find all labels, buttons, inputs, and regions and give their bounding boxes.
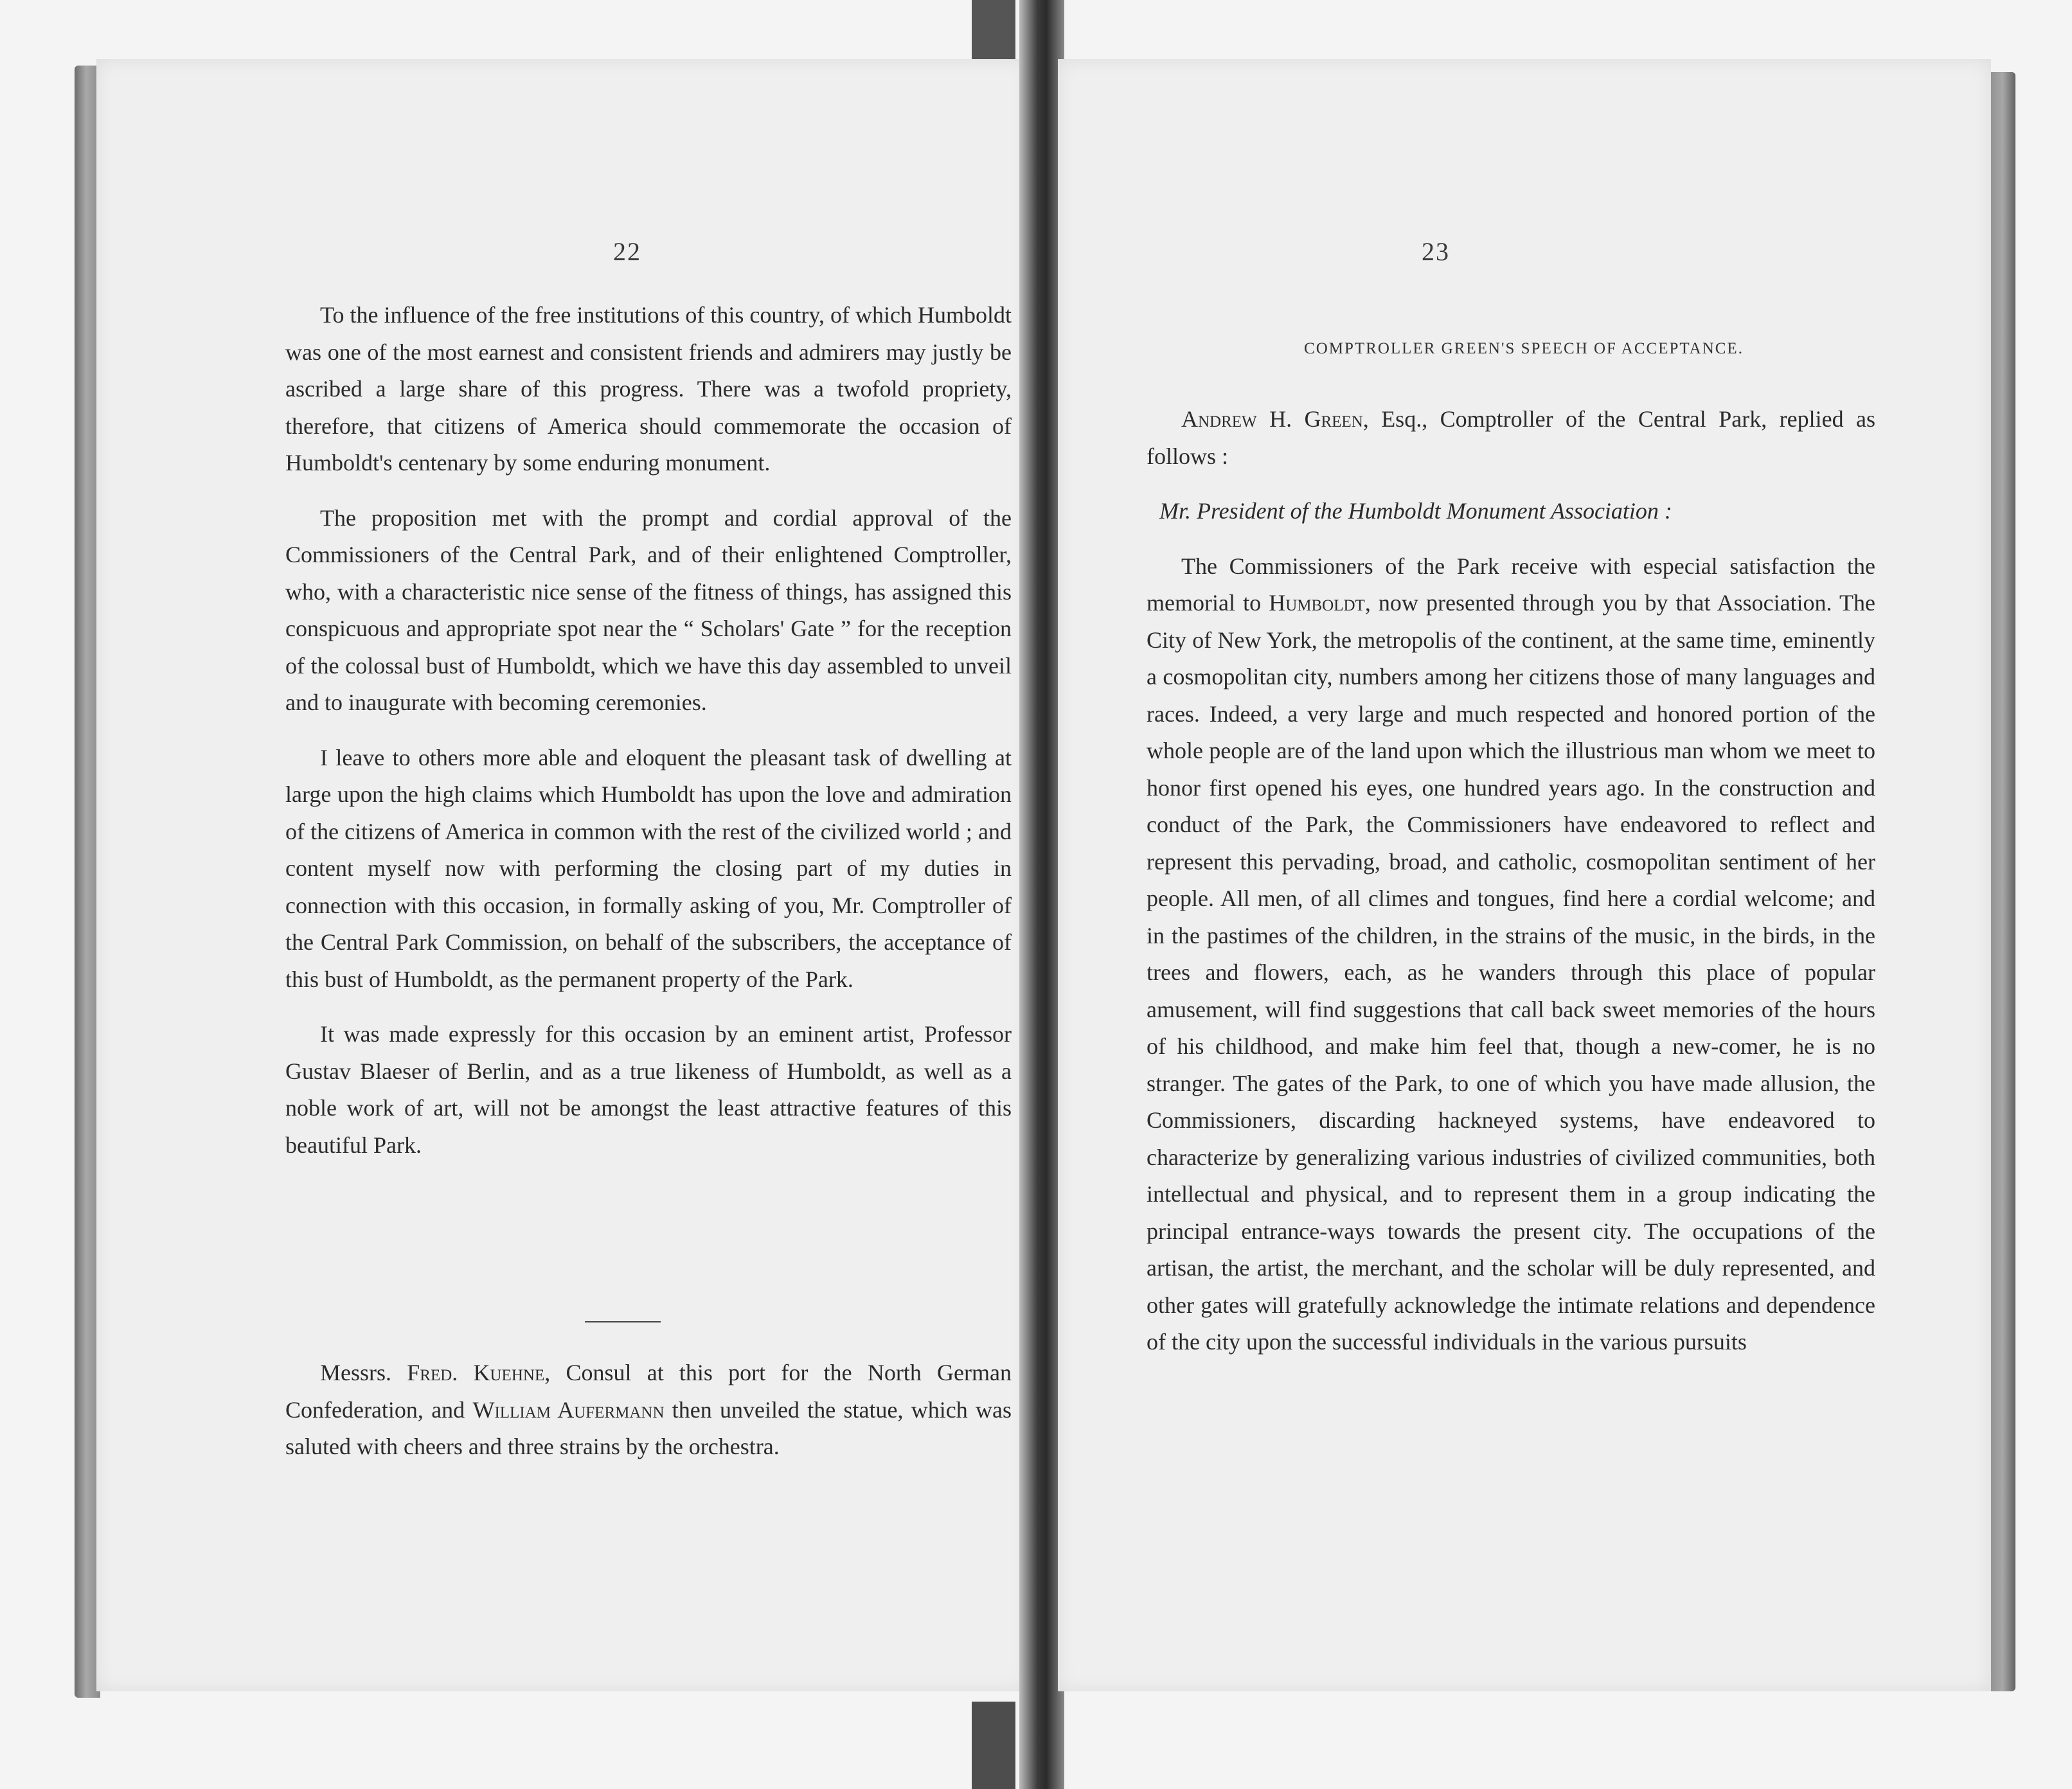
section-rule	[585, 1321, 661, 1322]
page-number: 22	[613, 237, 641, 266]
paragraph: The proposition met with the prompt and cordial approval of the Commissioners of the Central Park, and of their enlightened Comptroller, who, with a characteristic nice sense of the fitness of things, has assigned this conspicuous and appropriate spot near the “ Scholars' Gate ” for the reception of the colossal bust of Humboldt, which we have this day assembled to unveil and to inaugurate with becoming ceremonies.	[285, 504, 1012, 715]
right-page	[1058, 59, 1991, 1691]
page-edges-right	[1987, 72, 2015, 1691]
person-name: Andrew H. Green	[1181, 406, 1363, 432]
bookmark-ribbon-bottom	[972, 1702, 1015, 1789]
section-heading: COMPTROLLER GREEN'S SPEECH OF ACCEPTANCE.	[1304, 340, 1744, 357]
salutation: Mr. President of the Humboldt Monument Association :	[1159, 498, 1672, 524]
closing-paragraph: Messrs. Fred. Kuehne, Consul at this port for the North German Confederation, and William Aufermann then unveiled the statue, which was saluted with cheers and three strains by the orchestra.	[285, 1360, 1012, 1459]
paragraph: I leave to others more able and eloquent the pleasant task of dwelling at large upon the high claims which Humboldt has upon the love and admiration of the citizens of America in common with the rest of the civilized world ; and content myself now with performing the closing part of my duties in connection with this occasion, in formally asking of you, Mr. Comptroller of the Central Park Commission, on behalf of the subscribers, the acceptance of this bust of Humboldt, as the permanent property of the Park.	[285, 744, 1012, 992]
left-page	[96, 59, 1028, 1691]
page-number: 23	[1422, 237, 1450, 266]
left-page-body	[285, 297, 1012, 1164]
right-page-body	[1147, 401, 1875, 1361]
intro-paragraph: Andrew H. Green, Esq., Comptroller of the Central Park, replied as follows :	[1147, 406, 1875, 469]
open-book	[75, 59, 2015, 1702]
person-name: Humboldt	[1269, 590, 1365, 616]
bookmark-ribbon-top	[972, 0, 1015, 59]
person-name: William Aufermann	[472, 1396, 665, 1423]
paragraph: The Commissioners of the Park receive with especial satisfaction the memorial to Humboldt, now presented through you by that Association. The City of New York, the metropolis of the continent, at the same time, eminently a cosmopolitan city, numbers among her citizens those of many languages and races. Indeed, a very large and much respected and honored portion of the whole people are of the land upon which the illustrious man whom we meet to honor first opened his eyes, one hundred years ago. In the construction and conduct of the Park, the Commissioners have endeavored to reflect and represent this pervading, broad, and catholic, cosmopolitan sentiment of her people. All men, of all climes and tongues, find here a cordial welcome; and in the pastimes of the children, in the strains of the music, in the birds, in the trees and flowers, each, as he wanders through this place of popular amusement, will find suggestions that call back sweet memories of the hours of his childhood, and make him feel that, though a new-comer, he is no stranger. The gates of the Park, to one of which you have made allusion, the Commissioners, discarding hackneyed systems, have endeavored to characterize by generalizing various industries of civilized communities, both intellectual and physical, and to represent them in a group indicating the principal entrance-ways towards the present city. The occupations of the artisan, the artist, the merchant, and the scholar will be duly represented, and other gates will gratefully acknowledge the intimate relations and dependence of the city upon the successful individuals in the various pursuits	[1147, 553, 1875, 1355]
person-name: Fred. Kuehne	[407, 1360, 545, 1385]
paragraph: It was made expressly for this occasion by an eminent artist, Professor Gustav Blaeser of Berlin, and as a true likeness of Humboldt, as well as a noble work of art, will not be amongst the least attractive features of this beautiful Park.	[285, 1021, 1012, 1158]
paragraph: To the influence of the free institutions of this country, of which Humboldt was one of the most earnest and consistent friends and admirers may justly be ascribed a large share of this progress. There was a twofold propriety, therefore, that citizens of America should commemorate the occasion of Humboldt's centenary by some enduring monument.	[285, 302, 1012, 476]
